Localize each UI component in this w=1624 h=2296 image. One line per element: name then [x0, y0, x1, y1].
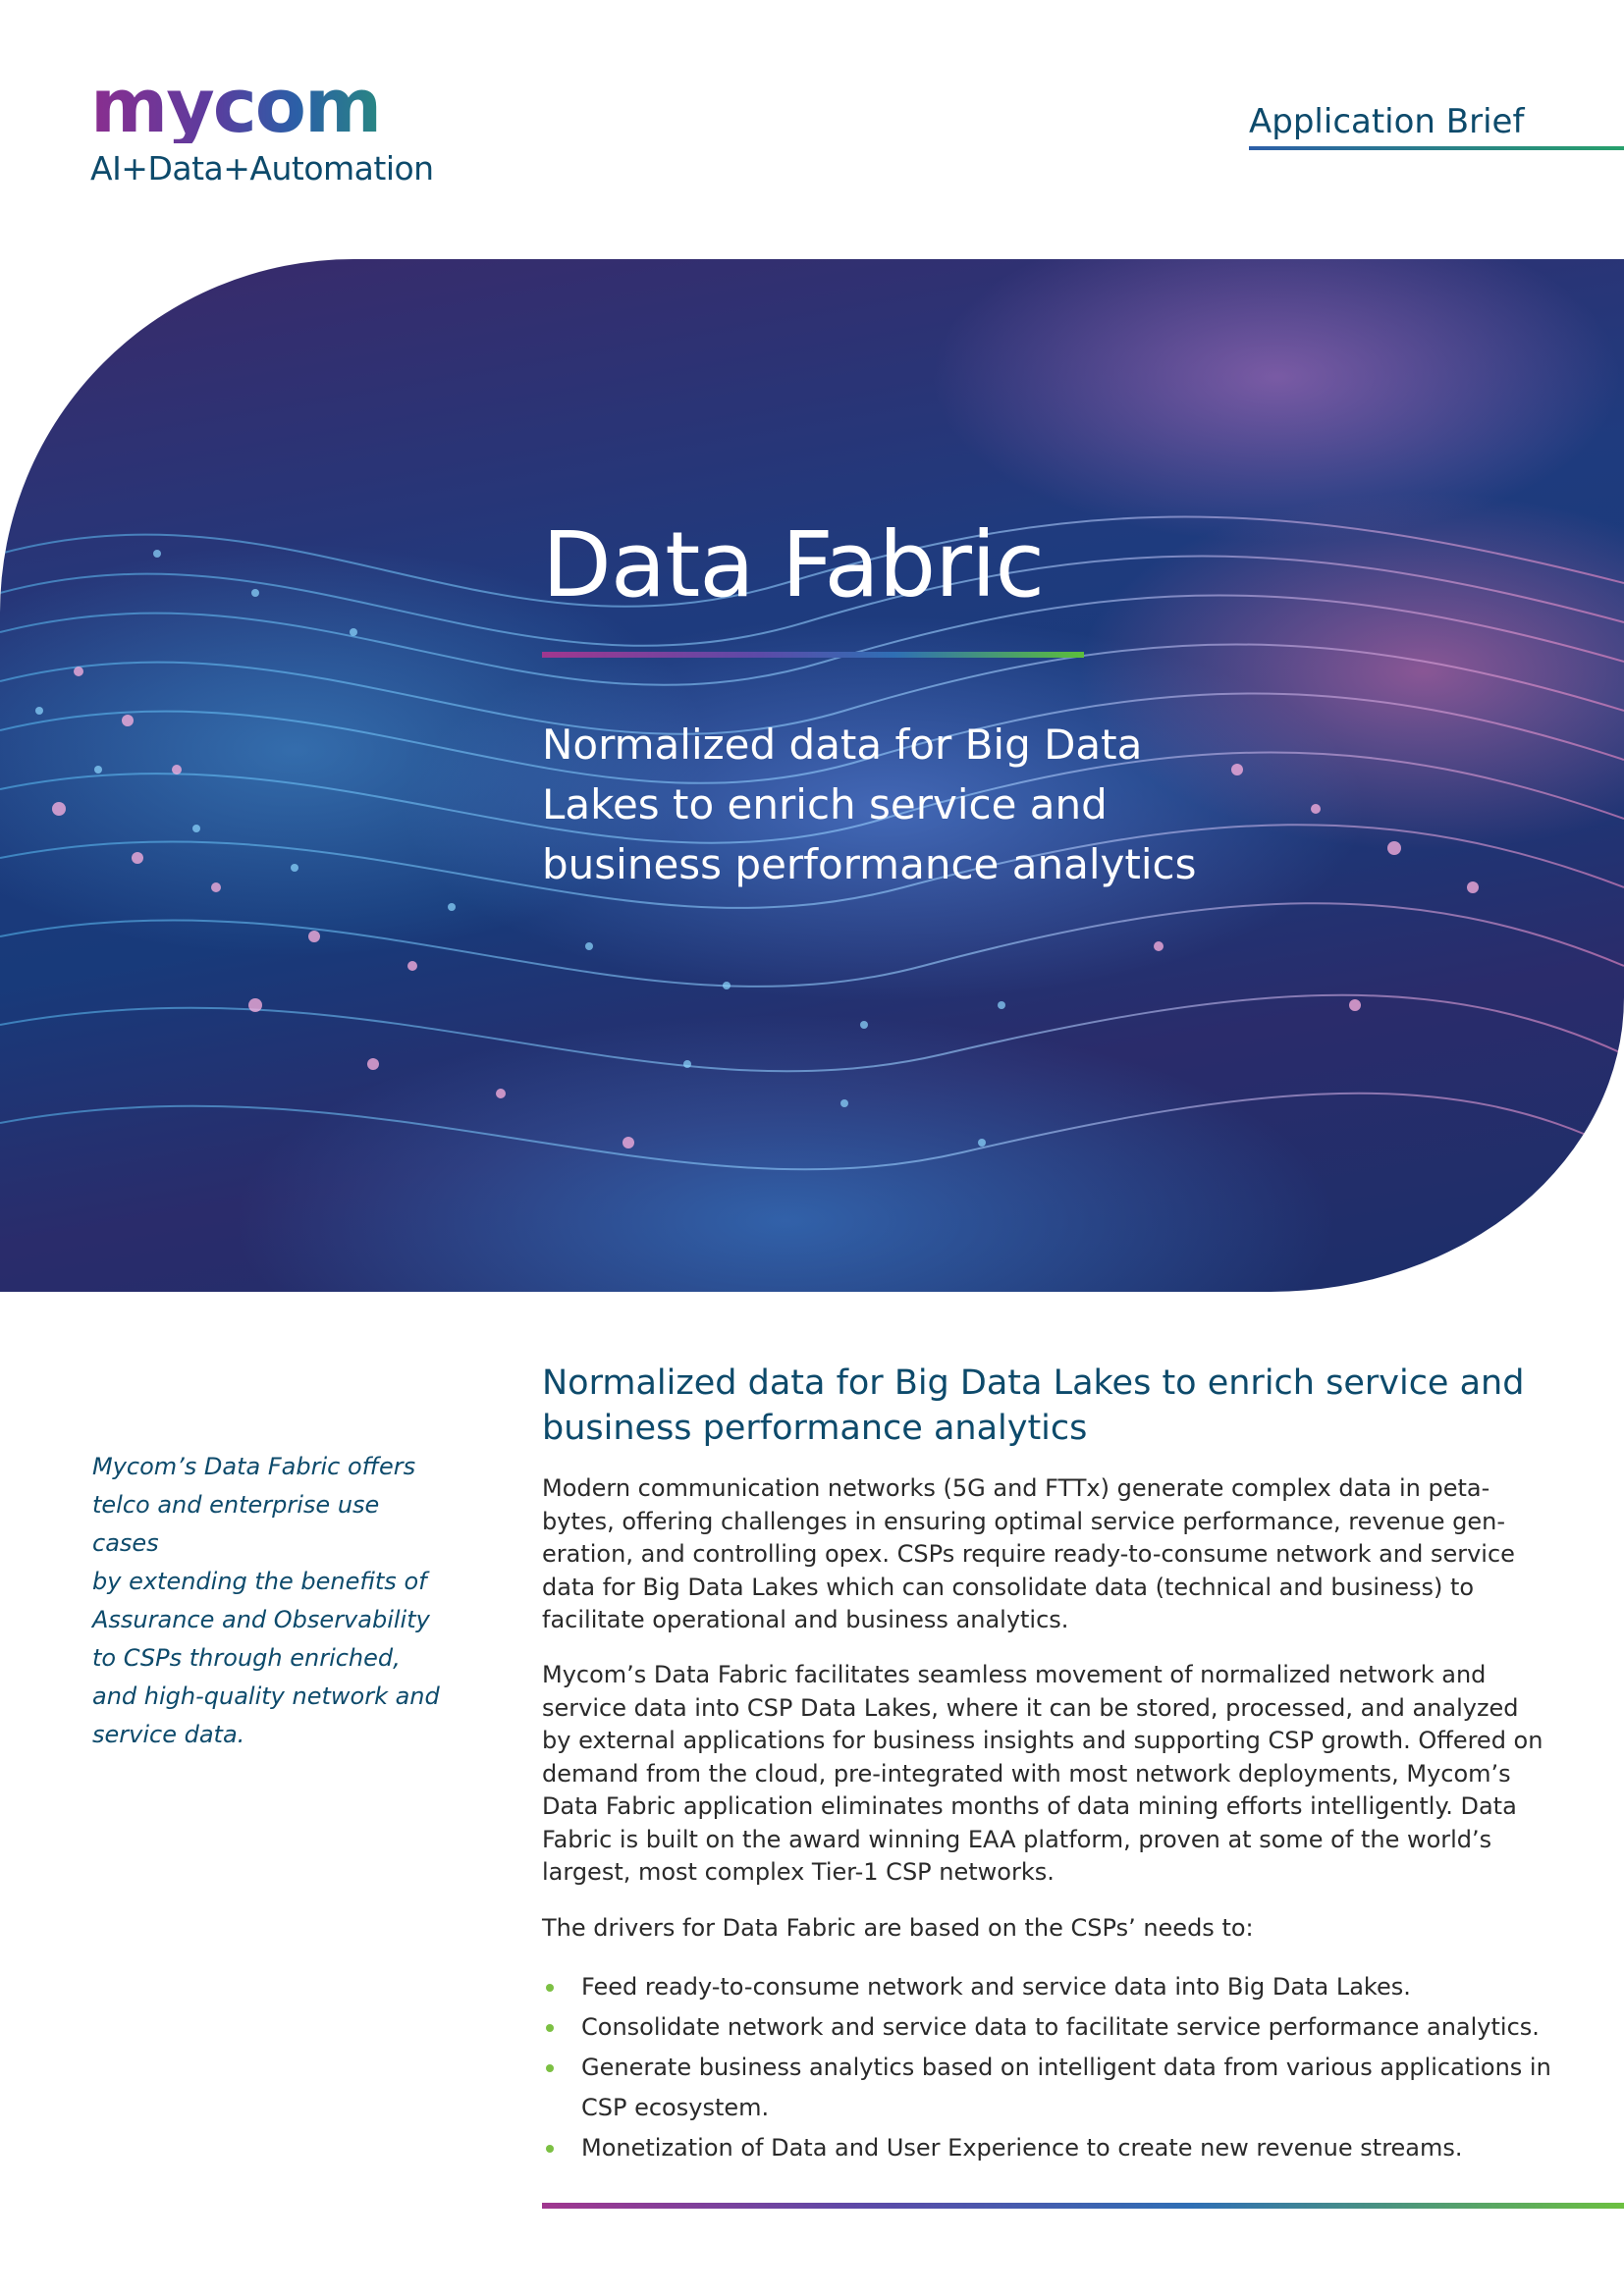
- paragraph-line: largest, most complex Tier-1 CSP networks.: [542, 1858, 1055, 1886]
- document-type-label: Application Brief: [1249, 102, 1525, 141]
- list-item-text: Monetization of Data and User Experience to create new revenue streams.: [581, 2134, 1463, 2162]
- section-heading-line: Normalized data for Big Data Lakes to enrich service and: [542, 1363, 1525, 1403]
- list-item-text: Feed ready-to-consume network and service data into Big Data Lakes.: [581, 1973, 1411, 2001]
- pull-quote-line: by extending the benefits of: [92, 1568, 427, 1595]
- paragraph-line: Fabric is built on the award winning EAA platform, proven at some of the world’s: [542, 1825, 1492, 1853]
- paragraph-line: service data into CSP Data Lakes, where it can be stored, processed, and analyzed: [542, 1693, 1519, 1722]
- pull-quote-line: telco and enterprise use cases: [92, 1491, 380, 1557]
- pull-quote-line: and high-quality network and: [92, 1682, 440, 1710]
- list-item: [542, 2007, 1583, 2048]
- hero-title: Data Fabric: [542, 512, 1045, 617]
- section-heading-line: business performance analytics: [542, 1409, 1088, 1448]
- bullet-dot-icon: [546, 2024, 554, 2032]
- list-item-text: Generate business analytics based on intelligent data from various applications in: [581, 2054, 1551, 2081]
- list-item-text: Consolidate network and service data to facilitate service performance analytics.: [581, 2013, 1540, 2041]
- paragraph-intro: [542, 1472, 1563, 1637]
- list-item-continuation: [542, 2088, 1583, 2128]
- logo-tagline: AI+Data+Automation: [90, 149, 434, 187]
- paragraph-line: facilitate operational and business analytics.: [542, 1606, 1069, 1633]
- hero-banner: [0, 259, 1624, 1292]
- hero-subtitle-line: Normalized data for Big Data: [542, 721, 1143, 769]
- paragraph-line: Data Fabric application eliminates months of data mining efforts intelligently. Data: [542, 1792, 1517, 1820]
- list-item: [542, 2048, 1583, 2088]
- paragraph-line: Modern communication networks (5G and FTTx) generate complex data in peta-: [542, 1474, 1490, 1502]
- paragraph-line: data for Big Data Lakes which can consolidate data (technical and business) to: [542, 1573, 1475, 1601]
- hero-title-underline: [542, 652, 1084, 658]
- pull-quote-line: Mycom’s Data Fabric offers: [92, 1453, 416, 1480]
- drivers-bullet-list: [542, 1967, 1583, 2168]
- paragraph-line: bytes, offering challenges in ensuring optimal service performance, revenue gen-: [542, 1507, 1506, 1535]
- logo-wordmark: mycom: [90, 69, 434, 143]
- mycom-logo: [90, 62, 434, 187]
- paragraph-line: Mycom’s Data Fabric facilitates seamless movement of normalized network and: [542, 1661, 1487, 1688]
- document-type-underline: [1249, 146, 1624, 150]
- hero-subtitle: [542, 715, 1288, 894]
- paragraph-data-fabric: [542, 1659, 1563, 1890]
- section-heading: [542, 1361, 1583, 1451]
- bullet-dot-icon: [546, 2145, 554, 2153]
- pull-quote-line: to CSPs through enriched,: [92, 1644, 401, 1672]
- paragraph-line: eration, and controlling opex. CSPs require ready-to-consume network and service: [542, 1540, 1515, 1568]
- list-item: [542, 2128, 1583, 2168]
- pull-quote-line: Assurance and Observability: [92, 1606, 430, 1633]
- sidebar-pull-quote: [92, 1448, 446, 1754]
- bullet-dot-icon: [546, 1984, 554, 1992]
- bullet-dot-icon: [546, 2064, 554, 2072]
- footer-gradient-rule: [542, 2203, 1624, 2209]
- list-item: [542, 1967, 1583, 2007]
- paragraph-line: by external applications for business insights and supporting CSP growth. Offered on: [542, 1727, 1543, 1754]
- paragraph-drivers-intro: The drivers for Data Fabric are based on the CSPs’ needs to:: [542, 1914, 1254, 1942]
- hero-subtitle-line: business performance analytics: [542, 840, 1197, 888]
- list-item-text: CSP ecosystem.: [581, 2094, 770, 2121]
- hero-subtitle-line: Lakes to enrich service and: [542, 780, 1108, 828]
- pull-quote-line: service data.: [92, 1721, 245, 1748]
- paragraph-line: demand from the cloud, pre-integrated with most network deployments, Mycom’s: [542, 1759, 1511, 1788]
